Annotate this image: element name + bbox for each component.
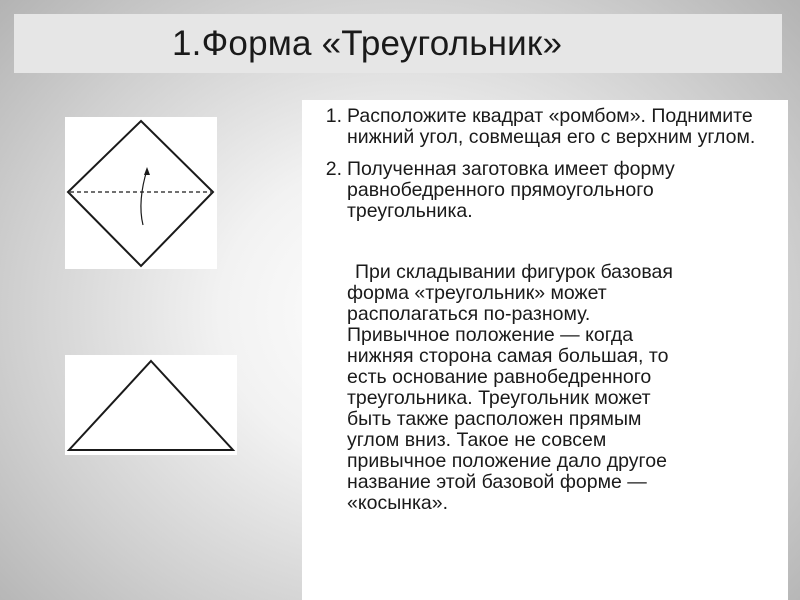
step-number: 1. — [325, 105, 342, 127]
step-text: Полученная заготовка имеет форму равнобедренного прямоугольного треугольника. — [347, 158, 675, 222]
fold-arrow-head — [144, 167, 150, 175]
title-bar — [14, 14, 782, 73]
text-panel — [302, 100, 788, 600]
step-number: 2. — [325, 158, 342, 180]
diamond-fold-figure — [65, 117, 217, 269]
triangle-shape — [69, 361, 233, 450]
step-text: Расположите квадрат «ромбом». Поднимите нижний угол, совмещая его с верхним углом. — [347, 105, 756, 148]
fold-arrow — [141, 170, 147, 225]
list-item — [302, 159, 780, 222]
triangle-figure — [65, 355, 237, 455]
diamond-shape — [68, 121, 213, 266]
slide-title: 1.Форма «Треугольник» — [172, 23, 563, 63]
note-paragraph: При складывании фигурок базовая форма «треугольник» может располагаться по-разному. Привычное положение — когда нижняя сторона самая большая, то есть основание равнобедренного треугольника. Треугольник может быть также расположен прямым углом вниз. Такое не совсем привычное положение дало другое название этой базовой форме — «косынка». — [347, 261, 673, 514]
triangle-diagram-icon — [65, 355, 237, 455]
diamond-fold-diagram-icon — [65, 117, 217, 269]
list-item — [302, 106, 780, 148]
steps-list — [302, 106, 780, 222]
